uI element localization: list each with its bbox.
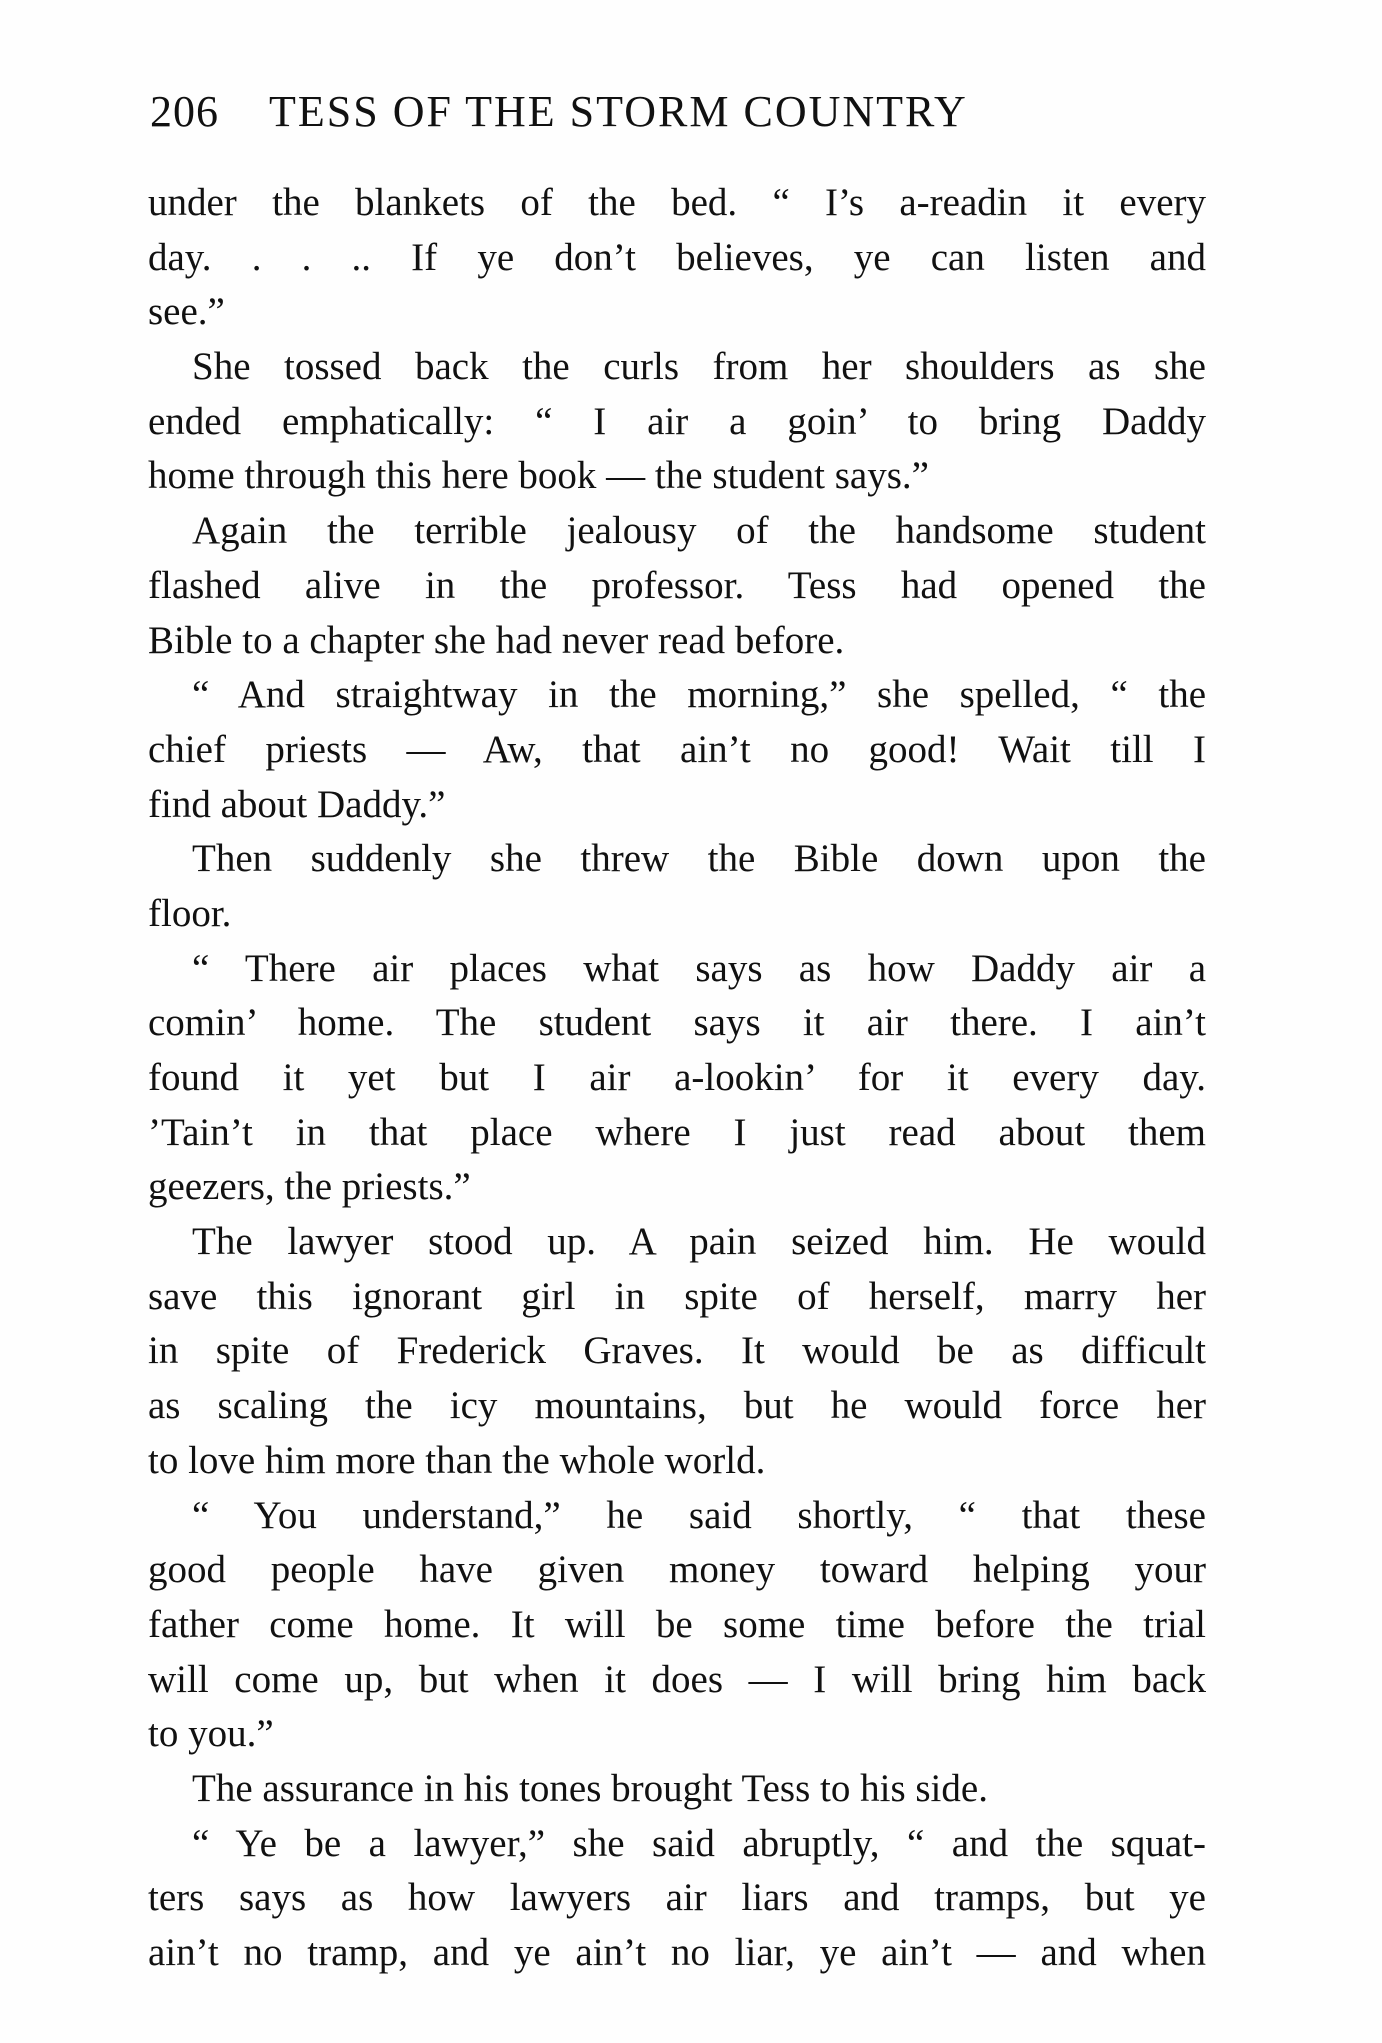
text-line: flashed alive in the professor. Tess had opened the	[148, 563, 1206, 607]
text-line: She tossed back the curls from her shoulders as she	[192, 345, 1206, 389]
text-line: ain’t no tramp, and ye ain’t no liar, ye ain’t — and when	[148, 1931, 1206, 1974]
text-line: find about Daddy.”	[148, 782, 446, 826]
text-line: floor.	[148, 891, 232, 935]
page-number: 206	[150, 87, 219, 136]
text-line: The lawyer stood up. A pain seized him. He would	[192, 1220, 1206, 1264]
text-line: “ And straightway in the morning,” she spelled, “ the	[192, 673, 1206, 717]
text-line: Bible to a chapter she had never read before.	[148, 618, 845, 662]
text-line: “ You understand,” he said shortly, “ that these	[192, 1493, 1206, 1537]
text-line: comin’ home. The student says it air there. I ain’t	[148, 1001, 1206, 1045]
text-line: Again the terrible jealousy of the handsome student	[192, 509, 1206, 553]
text-line: ended emphatically: “ I air a goin’ to bring Daddy	[148, 399, 1206, 443]
text-line: see.”	[148, 290, 225, 334]
running-head	[150, 82, 1200, 142]
text-line: “ Ye be a lawyer,” she said abruptly, “ and the squat-	[192, 1821, 1206, 1865]
text-line: good people have given money toward helping your	[148, 1548, 1206, 1592]
text-line: ’Tain’t in that place where I just read about them	[148, 1110, 1206, 1154]
text-line: to you.”	[148, 1712, 274, 1756]
text-line: in spite of Frederick Graves. It would be as difficult	[148, 1329, 1206, 1373]
text-line: found it yet but I air a-lookin’ for it every day.	[148, 1056, 1206, 1099]
text-line: ters says as how lawyers air liars and tramps, but ye	[148, 1876, 1206, 1920]
text-line: day. . . .. If ye don’t believes, ye can listen and	[148, 235, 1206, 279]
text-line: save this ignorant girl in spite of herself, marry her	[148, 1274, 1206, 1318]
text-line: father come home. It will be some time before the trial	[148, 1602, 1206, 1646]
text-line: chief priests — Aw, that ain’t no good! Wait till I	[148, 727, 1206, 771]
text-line: The assurance in his tones brought Tess to his side.	[192, 1766, 988, 1810]
running-title: TESS OF THE STORM COUNTRY	[269, 87, 968, 136]
text-line: to love him more than the whole world.	[148, 1438, 766, 1482]
text-line: will come up, but when it does — I will bring him back	[148, 1657, 1206, 1701]
text-line: geezers, the priests.”	[148, 1165, 471, 1209]
body-text	[148, 176, 1206, 1981]
text-line: as scaling the icy mountains, but he would force her	[148, 1384, 1206, 1428]
text-line: Then suddenly she threw the Bible down upon the	[192, 837, 1206, 881]
text-line: “ There air places what says as how Daddy air a	[192, 946, 1206, 990]
text-line: under the blankets of the bed. “ I’s a-readin it every	[148, 181, 1206, 224]
text-line: home through this here book — the student says.”	[148, 454, 929, 498]
